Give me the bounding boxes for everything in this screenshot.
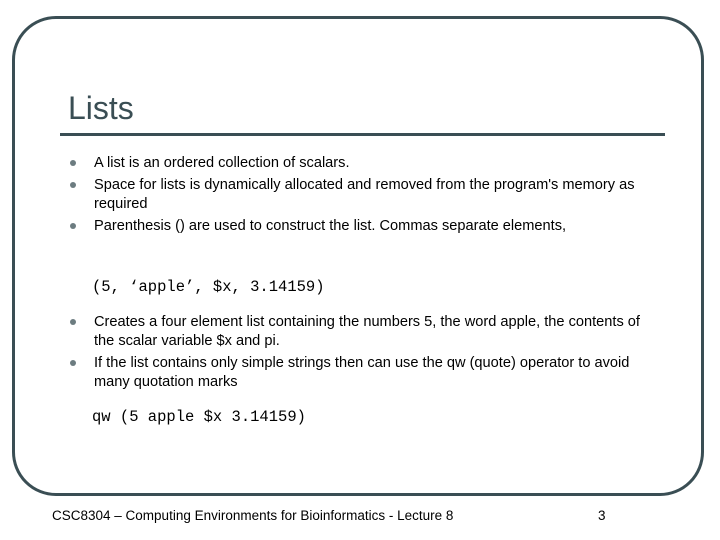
bullet-list-bottom <box>0 313 720 395</box>
bullet-text: Space for lists is dynamically allocated and removed from the program's memory as required <box>94 177 635 212</box>
bullet-text: A list is an ordered collection of scalars. <box>94 155 350 171</box>
bullet-item <box>0 313 720 351</box>
footer-course: CSC8304 – Computing Environments for Bioinformatics - Lecture 8 <box>52 508 454 523</box>
bullet-text: If the list contains only simple strings then can use the qw (quote) operator to avoid many quotation marks <box>94 355 630 390</box>
page-number: 3 <box>598 508 606 523</box>
code-example-qw: qw (5 apple $x 3.14159) <box>92 408 306 426</box>
bullet-item <box>0 176 720 214</box>
bullet-text: Parenthesis () are used to construct the list. Commas separate elements, <box>94 218 567 234</box>
title-underline <box>60 133 665 136</box>
bullet-dot-icon <box>70 360 76 366</box>
bullet-text: Creates a four element list containing the numbers 5, the word apple, the contents of the scalar variable $x and pi. <box>94 314 640 349</box>
code-example-list: (5, ‘apple’, $x, 3.14159) <box>92 278 325 296</box>
bullet-dot-icon <box>70 223 76 229</box>
bullet-dot-icon <box>70 182 76 188</box>
bullet-item <box>0 354 720 392</box>
bullet-item <box>0 154 720 173</box>
slide-title: Lists <box>68 90 134 126</box>
bullet-list-top <box>0 154 720 239</box>
bullet-dot-icon <box>70 160 76 166</box>
bullet-item <box>0 217 720 236</box>
bullet-dot-icon <box>70 319 76 325</box>
